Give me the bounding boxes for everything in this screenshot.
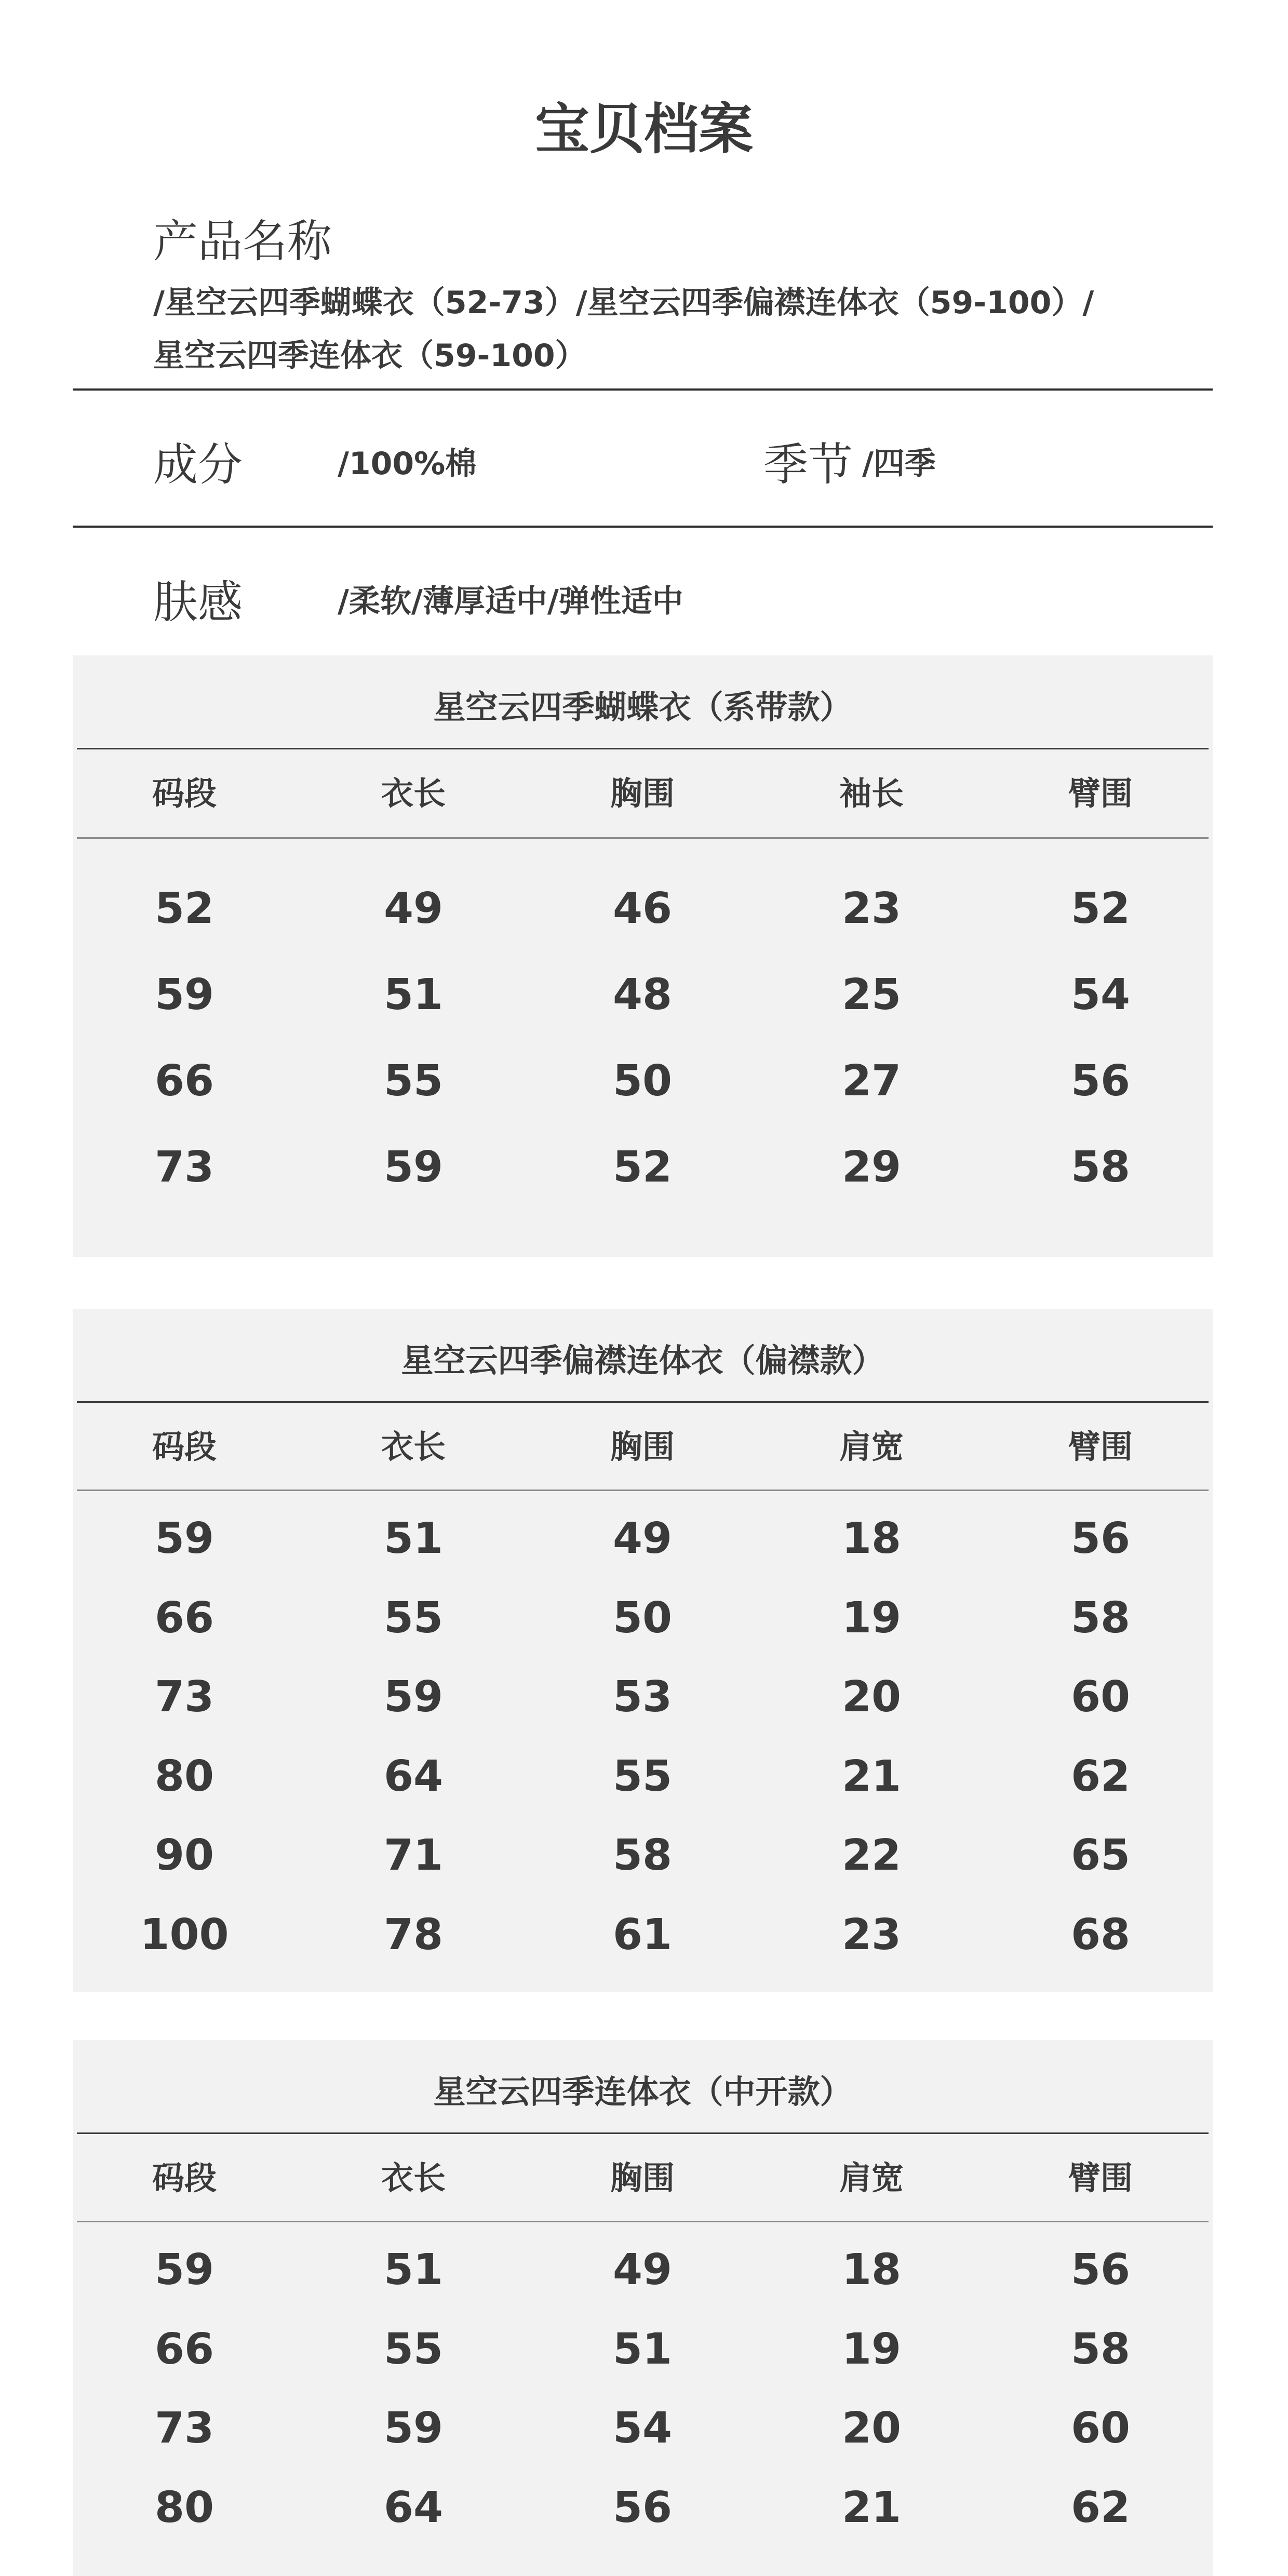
table-cell: 58 bbox=[1070, 2324, 1131, 2374]
table-cell: 54 bbox=[612, 2404, 673, 2453]
table-cell: 62 bbox=[1070, 2483, 1131, 2532]
table-cell: 51 bbox=[383, 1514, 444, 1563]
table-cell: 59 bbox=[383, 1672, 444, 1722]
table-cell: 21 bbox=[841, 1751, 902, 1801]
table-cell: 59 bbox=[383, 1143, 444, 1192]
table-cell: 18 bbox=[841, 2245, 902, 2295]
product-name-line-1: /星空云四季蝴蝶衣（52-73）/星空云四季偏襟连体衣（59-100）/ bbox=[153, 285, 1094, 321]
header-chest: 胸围 bbox=[610, 1428, 675, 1466]
header-shoulder: 肩宽 bbox=[839, 2159, 904, 2197]
table-cell: 66 bbox=[154, 2324, 214, 2374]
table-cell: 73 bbox=[154, 1672, 214, 1722]
table-cell: 64 bbox=[383, 1751, 444, 1801]
table-cell: 56 bbox=[1070, 1514, 1131, 1563]
table-header-top-line bbox=[77, 2132, 1209, 2134]
header-arm: 臂围 bbox=[1068, 1428, 1133, 1466]
page-title: 宝贝档案 bbox=[534, 97, 753, 161]
table-cell: 59 bbox=[154, 2245, 214, 2295]
table-header-top-line bbox=[77, 748, 1209, 749]
table-cell: 60 bbox=[1070, 1672, 1131, 1722]
table-cell: 73 bbox=[154, 1143, 214, 1192]
table-cell: 48 bbox=[612, 970, 673, 1019]
table-cell: 71 bbox=[383, 1831, 444, 1880]
table-header-bottom-line bbox=[77, 1490, 1209, 1491]
table-cell: 80 bbox=[154, 2483, 214, 2532]
table-cell: 51 bbox=[383, 2245, 444, 2295]
table-cell: 49 bbox=[383, 884, 444, 933]
table-cell: 46 bbox=[612, 884, 673, 933]
table-cell: 49 bbox=[612, 2245, 673, 2295]
size-table-wrap-bodysuit bbox=[73, 1309, 1213, 1992]
table-cell: 52 bbox=[1070, 884, 1131, 933]
header-size: 码段 bbox=[152, 1428, 217, 1466]
table-cell: 90 bbox=[154, 1831, 214, 1880]
table-cell: 50 bbox=[612, 1056, 673, 1106]
table-cell: 59 bbox=[383, 2404, 444, 2453]
divider-middle bbox=[73, 526, 1213, 528]
table-cell: 80 bbox=[154, 1751, 214, 1801]
header-length: 衣长 bbox=[381, 1428, 446, 1466]
table-cell: 27 bbox=[841, 1056, 902, 1106]
feel-label: 肤感 bbox=[153, 576, 243, 628]
table-cell: 51 bbox=[383, 970, 444, 1019]
table-cell: 25 bbox=[841, 970, 902, 1019]
header-size: 码段 bbox=[152, 774, 217, 812]
table-cell: 20 bbox=[841, 2404, 902, 2453]
table-cell: 29 bbox=[841, 1143, 902, 1192]
table-cell: 64 bbox=[383, 2483, 444, 2532]
header-shoulder: 肩宽 bbox=[839, 1428, 904, 1466]
table-cell: 51 bbox=[612, 2324, 673, 2374]
table-cell: 56 bbox=[1070, 1056, 1131, 1106]
composition-value: /100%棉 bbox=[338, 446, 477, 482]
table-cell: 59 bbox=[154, 970, 214, 1019]
table-cell: 65 bbox=[1070, 1831, 1131, 1880]
table-cell: 58 bbox=[1070, 1143, 1131, 1192]
table-cell: 21 bbox=[841, 2483, 902, 2532]
table-cell: 66 bbox=[154, 1593, 214, 1643]
table-cell: 55 bbox=[612, 1751, 673, 1801]
size-table-front-open-bodysuit bbox=[73, 2040, 1213, 2576]
size-table-butterfly bbox=[73, 655, 1213, 1257]
table-title: 星空云四季蝴蝶衣（系带款） bbox=[433, 688, 852, 726]
table-cell: 19 bbox=[841, 1593, 902, 1643]
table-cell: 20 bbox=[841, 1672, 902, 1722]
table-header-bottom-line bbox=[77, 2221, 1209, 2222]
table-cell: 78 bbox=[383, 1910, 444, 1960]
table-cell: 60 bbox=[1070, 2404, 1131, 2453]
header-size: 码段 bbox=[152, 2159, 217, 2197]
table-cell: 23 bbox=[841, 884, 902, 933]
table-cell: 50 bbox=[612, 1593, 673, 1643]
header-sleeve: 袖长 bbox=[839, 774, 904, 812]
table-cell: 58 bbox=[1070, 1593, 1131, 1643]
table-cell: 55 bbox=[383, 2324, 444, 2374]
divider-top bbox=[73, 388, 1213, 391]
table-cell: 52 bbox=[612, 1143, 673, 1192]
table-header-top-line bbox=[77, 1401, 1209, 1403]
product-name-line-2: 星空云四季连体衣（59-100） bbox=[153, 338, 586, 374]
season-value: /四季 bbox=[862, 446, 936, 482]
table-cell: 100 bbox=[140, 1910, 229, 1960]
table-cell: 66 bbox=[154, 1056, 214, 1106]
table-cell: 56 bbox=[1070, 2245, 1131, 2295]
table-cell: 62 bbox=[1070, 1751, 1131, 1801]
table-cell: 53 bbox=[612, 1672, 673, 1722]
table-cell: 54 bbox=[1070, 970, 1131, 1019]
header-length: 衣长 bbox=[381, 2159, 446, 2197]
table-title: 星空云四季偏襟连体衣（偏襟款） bbox=[401, 1341, 884, 1379]
table-cell: 49 bbox=[612, 1514, 673, 1563]
table-cell: 73 bbox=[154, 2404, 214, 2453]
feel-value: /柔软/薄厚适中/弹性适中 bbox=[338, 583, 683, 620]
table-cell: 58 bbox=[612, 1831, 673, 1880]
table-cell: 56 bbox=[612, 2483, 673, 2532]
table-cell: 61 bbox=[612, 1910, 673, 1960]
table-cell: 68 bbox=[1070, 1910, 1131, 1960]
table-header-bottom-line bbox=[77, 837, 1209, 839]
header-arm: 臂围 bbox=[1068, 774, 1133, 812]
composition-label: 成分 bbox=[153, 439, 243, 491]
table-title: 星空云四季连体衣（中开款） bbox=[433, 2073, 852, 2111]
table-cell: 59 bbox=[154, 1514, 214, 1563]
header-length: 衣长 bbox=[381, 774, 446, 812]
product-name-label: 产品名称 bbox=[153, 216, 332, 267]
table-cell: 55 bbox=[383, 1593, 444, 1643]
table-cell: 23 bbox=[841, 1910, 902, 1960]
table-cell: 19 bbox=[841, 2324, 902, 2374]
season-label: 季节 bbox=[763, 439, 853, 491]
header-chest: 胸围 bbox=[610, 2159, 675, 2197]
table-cell: 18 bbox=[841, 1514, 902, 1563]
header-chest: 胸围 bbox=[610, 774, 675, 812]
table-cell: 55 bbox=[383, 1056, 444, 1106]
header-arm: 臂围 bbox=[1068, 2159, 1133, 2197]
table-cell: 52 bbox=[154, 884, 214, 933]
table-cell: 22 bbox=[841, 1831, 902, 1880]
